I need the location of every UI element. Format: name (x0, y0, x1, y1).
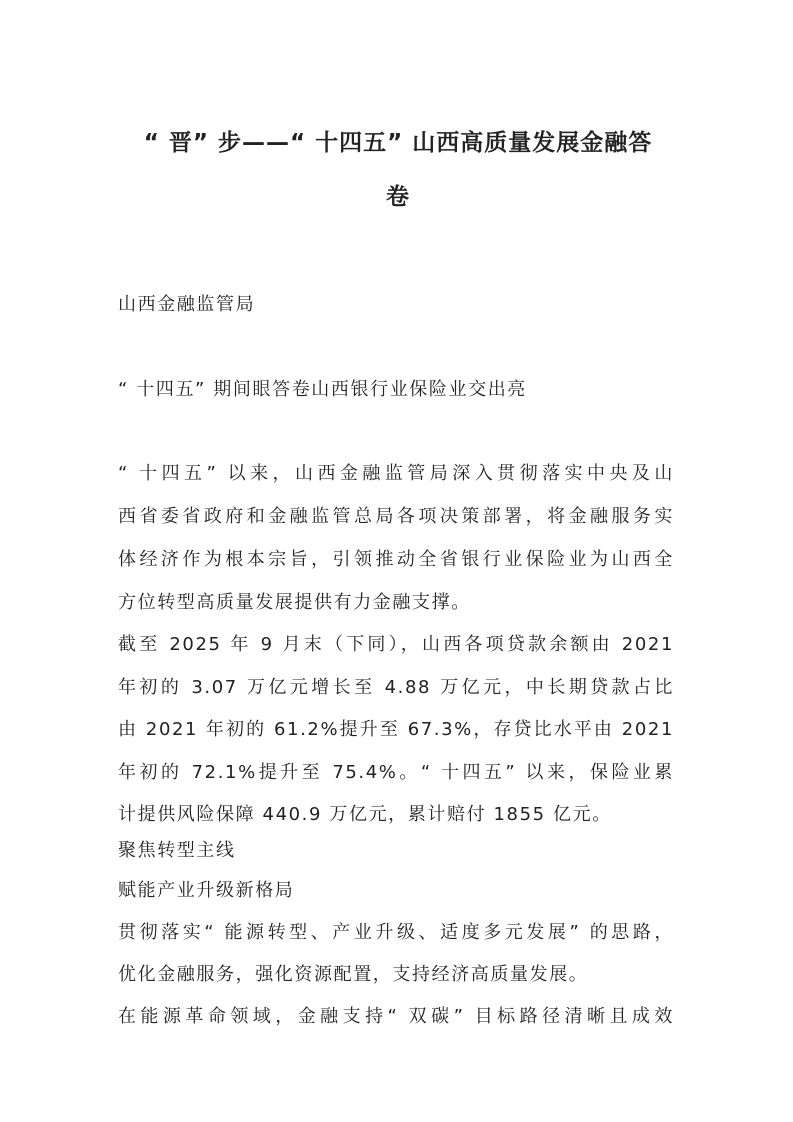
paragraph2-line: 年初的 72.1%提升至 75.4%。“ 十四五” 以来，保险业累 (118, 762, 674, 783)
subtitle-line: “ 十四五” 期间眼答卷山西银行业保险业交出亮 (118, 379, 527, 400)
paragraph1-line: 方位转型高质量发展提供有力金融支撑。 (118, 592, 471, 613)
paragraph1-line: “ 十四五” 以来，山西金融监管局深入贯彻落实中央及山 (118, 463, 674, 484)
section-heading: 赋能产业升级新格局 (118, 880, 295, 901)
author-line: 山西金融监管局 (118, 294, 256, 315)
title-line-2: 卷 (386, 184, 410, 210)
paragraph2-line: 由 2021 年初的 61.2%提升至 67.3%，存贷比水平由 2021 (118, 719, 674, 740)
paragraph2-line: 计提供风险保障 440.9 万亿元，累计赔付 1855 亿元。 (118, 804, 612, 825)
paragraph4-line: 在能源革命领域，金融支持“ 双碳” 目标路径清晰且成效 (118, 1006, 674, 1027)
paragraph3-line: 优化金融服务，强化资源配置，支持经济高质量发展。 (118, 964, 589, 985)
document-title (118, 116, 678, 224)
section-heading: 聚焦转型主线 (118, 840, 236, 861)
title-line-1: “ 晋” 步——“ 十四五” 山西高质量发展金融答 (143, 130, 653, 156)
paragraph2-line: 截至 2025 年 9 月末（下同），山西各项贷款余额由 2021 (118, 634, 674, 655)
paragraph3-line: 贯彻落实“ 能源转型、产业升级、适度多元发展” 的思路， (118, 922, 674, 943)
paragraph1-line: 西省委省政府和金融监管总局各项决策部署，将金融服务实 (118, 506, 674, 527)
paragraph2-line: 年初的 3.07 万亿元增长至 4.88 万亿元，中长期贷款占比 (118, 677, 674, 698)
paragraph1-line: 体经济作为根本宗旨，引领推动全省银行业保险业为山西全 (118, 549, 674, 570)
